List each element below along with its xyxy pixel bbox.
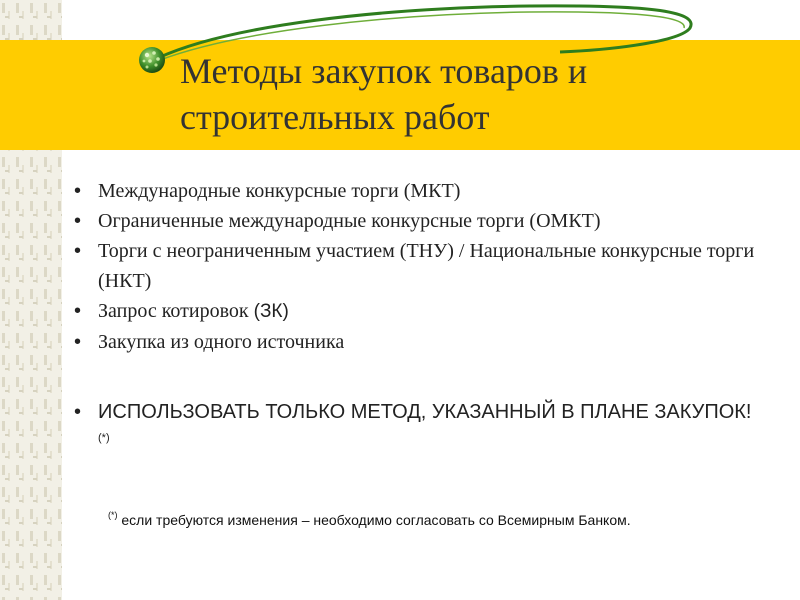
list-item-tnu-nkt: • Торги с неограниченным участием (ТНУ) / Национальные конкурсные торги (НКТ) [72, 236, 762, 296]
green-sphere-icon [136, 44, 168, 76]
emphasis-text: ИСПОЛЬЗОВАТЬ ТОЛЬКО МЕТОД, УКАЗАННЫЙ В ПЛАНЕ ЗАКУПОК! [98, 401, 752, 423]
list-item-emphasis [72, 397, 762, 457]
list-item-mkt: • Международные конкурсные торги (МКТ) [72, 176, 762, 206]
list-item-zk-text: Запрос котировок [98, 300, 254, 322]
footnote-mark: (*) [108, 510, 118, 520]
emphasis-footnote-mark: (*) [98, 432, 110, 444]
list-item-zk-abbr: (ЗК) [253, 301, 289, 322]
slide-title [180, 48, 780, 140]
list-item-omkt: • Ограниченные международные конкурсные торги (ОМКТ) [72, 206, 762, 236]
method-list [72, 176, 762, 457]
slide-title-line-2: строительных работ [180, 97, 490, 137]
slide-title-line-1: Методы закупок товаров и [180, 51, 588, 91]
footnote-text: если требуются изменения – необходимо согласовать со Всемирным Банком. [121, 512, 631, 528]
footnote [108, 512, 631, 528]
list-item-zk [72, 296, 762, 327]
list-item-single-source: • Закупка из одного источника [72, 327, 762, 357]
